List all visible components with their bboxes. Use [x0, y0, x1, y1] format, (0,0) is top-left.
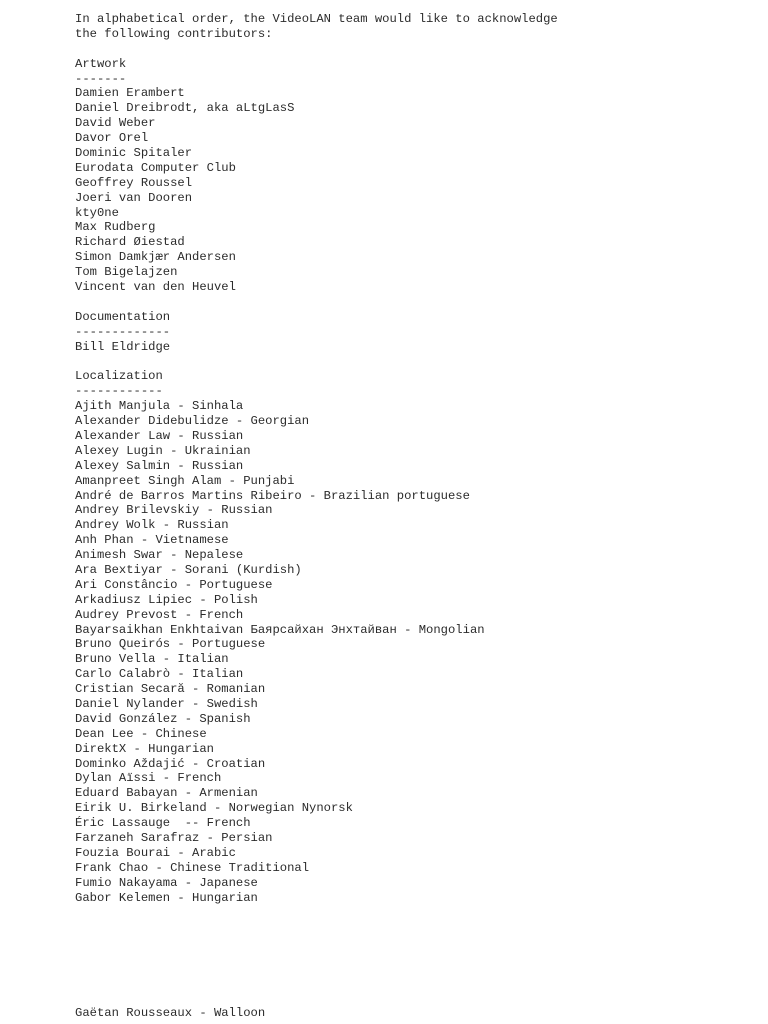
contributors-document: [75, 12, 755, 905]
translator-entry: Andrey Brilevskiy - Russian: [75, 503, 273, 518]
translator-entry: Dominko Aždajić - Croatian: [75, 756, 266, 771]
contributor-name: Joeri van Dooren: [75, 190, 193, 205]
translator-entry: Ari Constâncio - Portuguese: [75, 577, 273, 592]
translator-entry: Farzaneh Sarafraz - Persian: [75, 830, 273, 845]
translator-entry: Audrey Prevost - French: [75, 607, 244, 622]
contributor-name: Eurodata Computer Club: [75, 160, 236, 175]
translator-entry: Arkadiusz Lipiec - Polish: [75, 592, 258, 607]
translator-entry: Animesh Swar - Nepalese: [75, 548, 244, 563]
contributor-name: Daniel Dreibrodt, aka aLtgLasS: [75, 101, 295, 116]
translator-entry: Anh Phan - Vietnamese: [75, 533, 229, 548]
translator-entry: Dean Lee - Chinese: [75, 726, 207, 741]
blank-line: [75, 42, 755, 57]
translator-entry: Gabor Kelemen - Hungarian: [75, 890, 258, 905]
artwork-section: [75, 57, 755, 295]
translator-entry: Fumio Nakayama - Japanese: [75, 875, 258, 890]
intro-line-2: the following contributors:: [75, 26, 273, 41]
translator-entry: Ajith Manjula - Sinhala: [75, 399, 244, 414]
translator-entry: Bruno Queirós - Portuguese: [75, 637, 266, 652]
translator-entry: Alexey Lugin - Ukrainian: [75, 443, 251, 458]
section-underline: -------------: [75, 324, 171, 339]
localization-footer-item: Gaëtan Rousseaux - Walloon: [75, 1006, 266, 1020]
section-underline: -------: [75, 71, 127, 86]
section-underline: ------------: [75, 384, 163, 399]
contributor-name: Simon Damkjær Andersen: [75, 250, 236, 265]
translator-entry: Alexander Didebulidze - Georgian: [75, 414, 310, 429]
translator-entry: David González - Spanish: [75, 711, 251, 726]
translator-entry: André de Barros Martins Ribeiro - Brazilian portuguese: [75, 488, 470, 503]
translator-entry: Eirik U. Birkeland - Norwegian Nynorsk: [75, 801, 353, 816]
translator-entry: Dylan Aïssi - French: [75, 771, 222, 786]
translator-entry: Alexander Law - Russian: [75, 428, 244, 443]
blank-line: [75, 354, 755, 369]
section-heading: Localization: [75, 369, 163, 384]
translator-entry: Carlo Calabrò - Italian: [75, 667, 244, 682]
translator-entry: Eduard Babayan - Armenian: [75, 786, 258, 801]
documentation-section: [75, 310, 755, 355]
translator-entry: Fouzia Bourai - Arabic: [75, 845, 236, 860]
documentation-list: [75, 340, 755, 355]
contributor-name: Max Rudberg: [75, 220, 156, 235]
translator-entry: Cristian Secară - Romanian: [75, 682, 266, 697]
translator-entry: Alexey Salmin - Russian: [75, 458, 244, 473]
translator-entry: Éric Lassauge -- French: [75, 816, 251, 831]
contributor-name: Damien Erambert: [75, 86, 185, 101]
section-heading: Artwork: [75, 56, 127, 71]
contributor-name: Richard Øiestad: [75, 235, 185, 250]
contributor-name: Bill Eldridge: [75, 339, 171, 354]
translator-entry: Bayarsaikhan Enkhtaivan Баярсайхан Энхтайван - Mongolian: [75, 622, 485, 637]
contributor-name: David Weber: [75, 116, 156, 131]
intro-line-1: In alphabetical order, the VideoLAN team would like to acknowledge: [75, 12, 558, 26]
contributor-name: Dominic Spitaler: [75, 146, 193, 161]
artwork-list: [75, 86, 755, 294]
translator-entry: Amanpreet Singh Alam - Punjabi: [75, 473, 295, 488]
translator-entry: Frank Chao - Chinese Traditional: [75, 860, 310, 875]
blank-line: [75, 295, 755, 310]
contributor-name: Geoffrey Roussel: [75, 175, 193, 190]
section-heading: Documentation: [75, 309, 171, 324]
translator-entry: Bruno Vella - Italian: [75, 652, 229, 667]
translator-entry: Andrey Wolk - Russian: [75, 518, 229, 533]
localization-list: [75, 399, 755, 905]
translator-entry: Ara Bextiyar - Sorani (Kurdish): [75, 562, 302, 577]
contributor-name: Vincent van den Heuvel: [75, 280, 236, 295]
contributor-name: kty0ne: [75, 205, 119, 220]
contributor-name: Tom Bigelajzen: [75, 265, 178, 280]
contributor-name: Davor Orel: [75, 131, 149, 146]
translator-entry: Daniel Nylander - Swedish: [75, 696, 258, 711]
translator-entry: DirektX - Hungarian: [75, 741, 214, 756]
localization-section: [75, 369, 755, 905]
